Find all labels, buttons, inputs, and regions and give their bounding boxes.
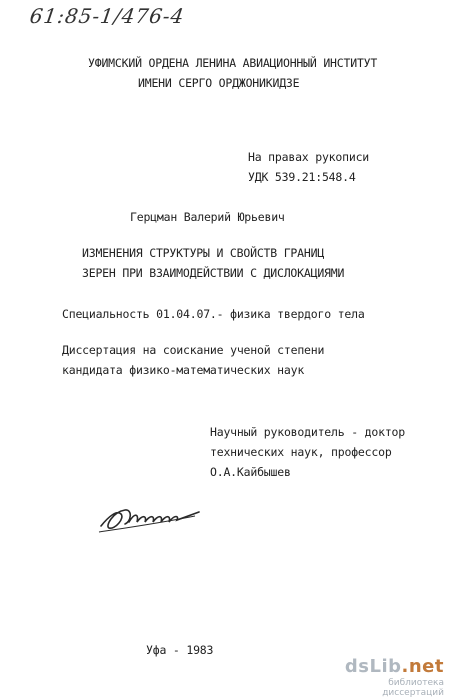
watermark-logo [324, 656, 444, 677]
institute-line-1: УФИМСКИЙ ОРДЕНА ЛЕНИНА АВИАЦИОННЫЙ ИНСТИТУТ [88, 56, 378, 70]
handwritten-archive-number: 61:85-1/476-4 [28, 4, 187, 28]
author-name: Герцман Валерий Юрьевич [130, 210, 285, 224]
watermark [324, 656, 444, 698]
supervisor-line-1: Научный руководитель - доктор [210, 425, 405, 439]
dissertation-line-2: кандидата физико-математических наук [62, 363, 305, 377]
title-line-2: ЗЕРЕН ПРИ ВЗАИМОДЕЙСТВИИ С ДИСЛОКАЦИЯМИ [82, 266, 345, 280]
institute-line-2: ИМЕНИ СЕРГО ОРДЖОНИКИДЗЕ [138, 76, 300, 90]
dissertation-line-1: Диссертация на соискание ученой степени [62, 343, 325, 357]
supervisor-name: О.А.Кайбышев [210, 465, 291, 479]
rights-notice: На правах рукописи [248, 150, 370, 164]
author-signature [95, 498, 205, 538]
title-line-1: ИЗМЕНЕНИЯ СТРУКТУРЫ И СВОЙСТВ ГРАНИЦ [82, 246, 325, 260]
watermark-logo-main: dsLib [344, 656, 402, 677]
watermark-logo-dot: .net [401, 656, 444, 677]
specialty: Специальность 01.04.07.- физика твердого тела [62, 307, 365, 321]
udc-code: УДК 539.21:548.4 [248, 170, 356, 184]
watermark-subtitle: библиотека диссертаций [382, 678, 444, 698]
place-and-year: Уфа - 1983 [146, 643, 214, 657]
supervisor-line-2: технических наук, профессор [210, 445, 392, 459]
